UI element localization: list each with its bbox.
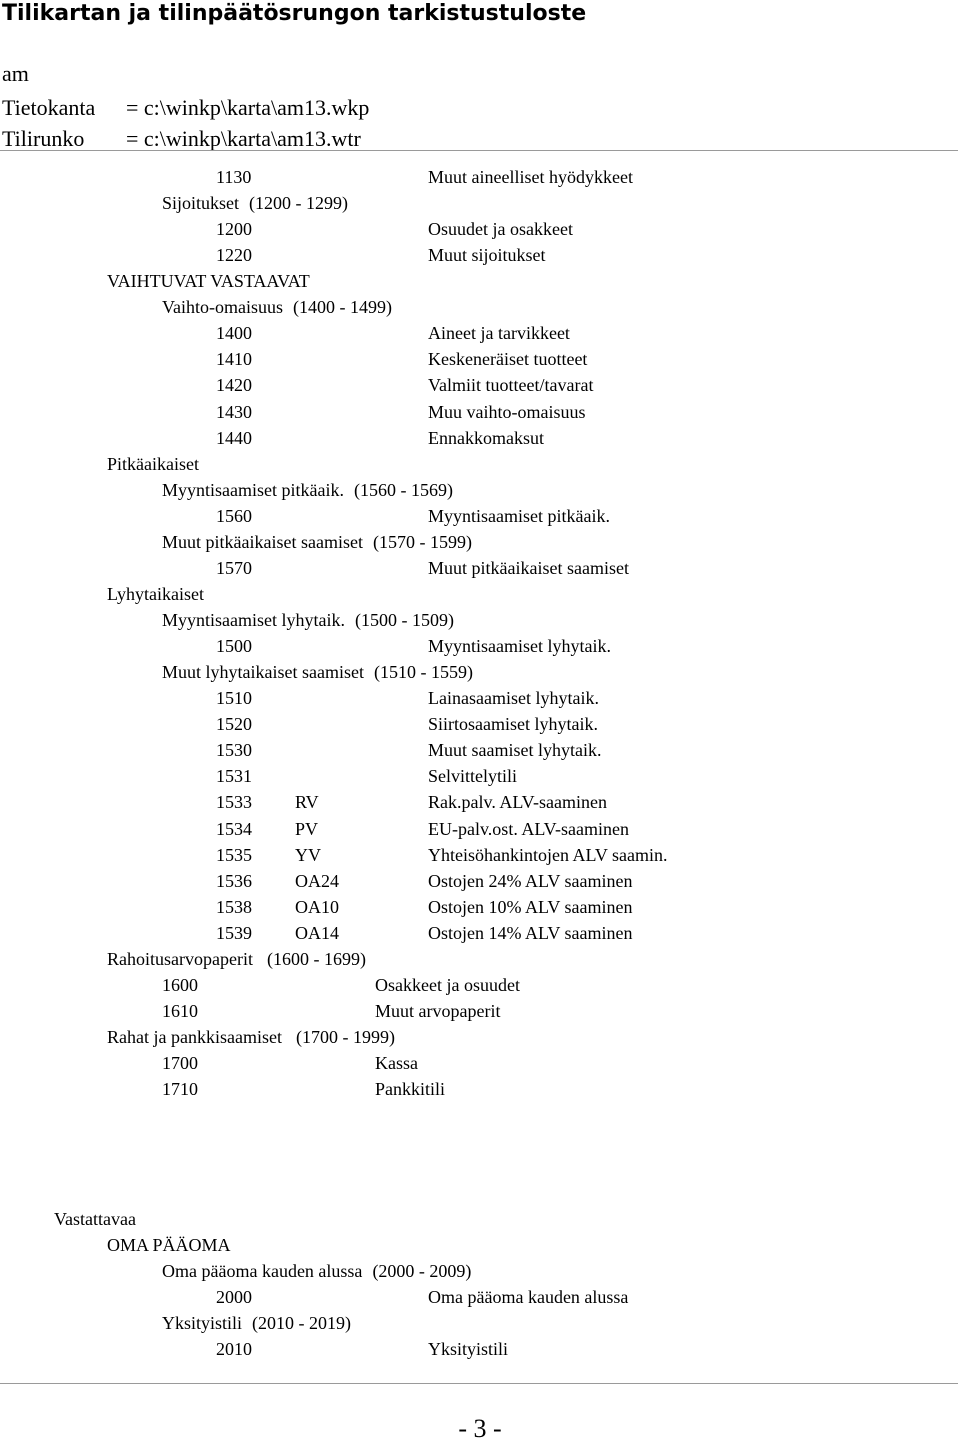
account-number: 1570: [216, 557, 252, 578]
account-number: 1400: [216, 323, 252, 344]
section-heading-name: Rahoitusarvopaperit: [107, 948, 253, 969]
group-label: [162, 1312, 351, 1334]
section-heading: Pitkäaikaiset: [107, 453, 199, 474]
page-number: - 3 -: [458, 1414, 502, 1443]
account-number: 1130: [216, 167, 252, 187]
account-number: 1538: [216, 896, 252, 917]
section-heading: OMA PÄÄOMA: [107, 1234, 231, 1255]
account-name: Myyntisaamiset lyhytaik.: [428, 636, 611, 657]
group-range: (1500 - 1509): [354, 610, 454, 631]
chart-file-label: Tilirunko: [2, 126, 85, 151]
database-path: = c:\winkp\karta\am13.wkp: [126, 95, 370, 120]
account-name: Oma pääoma kauden alussa: [428, 1286, 629, 1307]
group-label: [162, 296, 392, 318]
group-name: Yksityistili: [162, 1312, 243, 1333]
account-name: Osakkeet ja osuudet: [375, 974, 520, 995]
account-name: Ostojen 24% ALV saaminen: [428, 870, 633, 891]
group-label: [162, 192, 348, 214]
account-number: 1560: [216, 505, 252, 526]
account-number: 1700: [162, 1053, 198, 1074]
account-name: Pankkitili: [375, 1079, 446, 1100]
top-heading: Vastattavaa: [54, 1209, 136, 1229]
account-name: Muut saamiset lyhytaik.: [428, 740, 602, 761]
account-name: Rak.palv. ALV-saaminen: [428, 792, 607, 813]
group-range: (1570 - 1599): [372, 531, 472, 552]
account-name: Valmiit tuotteet/tavarat: [428, 375, 594, 396]
account-name: Kassa: [375, 1053, 418, 1074]
group-label: [162, 609, 454, 631]
account-name: Ostojen 14% ALV saaminen: [428, 922, 633, 943]
section-heading: [107, 948, 366, 970]
account-number: 2010: [216, 1338, 252, 1359]
account-number: 1510: [216, 688, 252, 709]
account-name: Muut aineelliset hyödykkeet: [428, 167, 633, 187]
account-number: 1410: [216, 349, 252, 370]
section-heading-range: (1700 - 1999): [295, 1026, 395, 1047]
account-number: 1536: [216, 870, 252, 891]
group-range: (1510 - 1559): [373, 662, 473, 683]
account-name: Muut sijoitukset: [428, 245, 546, 266]
account-number: 1430: [216, 401, 252, 422]
account-number: 1200: [216, 219, 252, 240]
account-number: 1535: [216, 844, 252, 865]
account-name: Muu vaihto-omaisuus: [428, 401, 586, 422]
group-label: [162, 531, 472, 553]
vat-code: YV: [295, 844, 321, 865]
section-heading: [107, 1026, 395, 1048]
group-name: Myyntisaamiset pitkäaik.: [162, 479, 344, 500]
group-label: [162, 1260, 471, 1282]
group-label: [162, 479, 453, 501]
group-name: Muut lyhytaikaiset saamiset: [162, 662, 364, 683]
vat-code: OA14: [295, 922, 339, 943]
group-name: Myyntisaamiset lyhytaik.: [162, 610, 345, 631]
group-label: [162, 661, 473, 683]
account-name: Yhteisöhankintojen ALV saamin.: [428, 844, 668, 865]
account-name: Lainasaamiset lyhytaik.: [428, 688, 599, 709]
vat-code: OA24: [295, 870, 339, 891]
group-range: (1200 - 1299): [249, 193, 348, 214]
footer-divider: [0, 1383, 958, 1384]
header-divider: [0, 150, 958, 151]
vat-code: PV: [295, 818, 319, 839]
group-range: (2000 - 2009): [372, 1260, 472, 1281]
account-number: 1420: [216, 375, 252, 396]
account-name: Yksityistili: [428, 1338, 509, 1359]
company-code: am: [2, 61, 29, 86]
account-number: 2000: [216, 1286, 252, 1307]
group-name: Oma pääoma kauden alussa: [162, 1260, 363, 1281]
account-number: 1440: [216, 427, 252, 448]
account-number: 1710: [162, 1079, 198, 1100]
account-name: Siirtosaamiset lyhytaik.: [428, 714, 598, 735]
chart-file-path: = c:\winkp\karta\am13.wtr: [126, 126, 361, 151]
section-heading: Lyhytaikaiset: [107, 583, 204, 604]
account-name: Muut arvopaperit: [375, 1000, 501, 1021]
account-number: 1500: [216, 636, 252, 657]
account-name: Myyntisaamiset pitkäaik.: [428, 505, 610, 526]
section-heading: VAIHTUVAT VASTAAVAT: [107, 271, 310, 292]
vat-code: OA10: [295, 896, 339, 917]
account-name: Ennakkomaksut: [428, 427, 544, 448]
group-name: Sijoitukset: [162, 193, 240, 214]
account-number: 1520: [216, 714, 252, 735]
account-name: Selvittelytili: [428, 766, 517, 787]
account-name: Muut pitkäaikaiset saamiset: [428, 557, 629, 578]
account-number: 1530: [216, 740, 252, 761]
account-number: 1539: [216, 922, 252, 943]
account-name: Osuudet ja osakkeet: [428, 219, 573, 240]
account-name: Keskeneräiset tuotteet: [428, 349, 588, 370]
section-heading-name: Rahat ja pankkisaamiset: [107, 1026, 282, 1047]
account-number: 1220: [216, 245, 252, 266]
account-number: 1531: [216, 766, 252, 787]
account-name: Ostojen 10% ALV saaminen: [428, 896, 633, 917]
group-name: Vaihto-omaisuus: [162, 297, 283, 318]
account-number: 1534: [216, 818, 252, 839]
account-number: 1533: [216, 792, 252, 813]
report-title: Tilikartan ja tilinpäätösrungon tarkistustuloste: [2, 1, 587, 26]
group-range: (2010 - 2019): [252, 1312, 351, 1333]
database-label: Tietokanta: [2, 95, 96, 120]
group-range: (1400 - 1499): [293, 297, 392, 318]
account-name: EU-palv.ost. ALV-saaminen: [428, 818, 629, 839]
account-name: Aineet ja tarvikkeet: [428, 323, 570, 344]
group-name: Muut pitkäaikaiset saamiset: [162, 531, 363, 552]
vat-code: RV: [295, 792, 319, 813]
account-number: 1600: [162, 974, 198, 995]
group-range: (1560 - 1569): [353, 479, 453, 500]
section-heading-range: (1600 - 1699): [266, 948, 366, 969]
account-number: 1610: [162, 1000, 198, 1021]
